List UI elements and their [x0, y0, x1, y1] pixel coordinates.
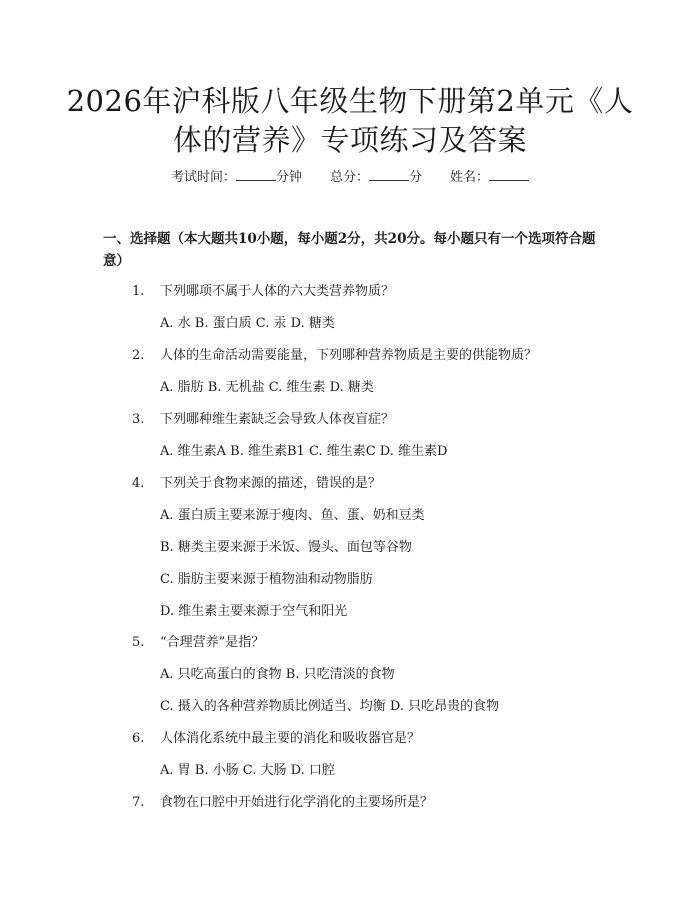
question-number: 5. — [132, 635, 145, 650]
section-heading: 一、选择题（本大题共10小题，每小题2分，共20分。每小题只有一个选项符合题意） — [103, 231, 596, 269]
question-number: 6. — [132, 731, 145, 746]
question-1-options: A. 水 B. 蛋白质 C. 汞 D. 糖类 — [160, 316, 335, 331]
question-number: 2. — [132, 348, 145, 363]
name-label: 姓名： — [450, 170, 490, 185]
question-text: 下列哪种维生素缺乏会导致人体夜盲症？ — [160, 412, 395, 427]
question-4-option-c: C. 脂肪主要来源于植物油和动物脂肪 — [160, 572, 373, 587]
question-text: 人体的生命活动需要能量，下列哪种营养物质是主要的供能物质？ — [160, 348, 538, 363]
question-4-option-a: A. 蛋白质主要来源于瘦肉、鱼、蛋、奶和豆类 — [160, 508, 425, 523]
exam-info-line — [0, 168, 700, 188]
question-text: 食物在口腔中开始进行化学消化的主要场所是？ — [160, 795, 434, 810]
question-text: 下列关于食物来源的描述，错误的是？ — [160, 476, 382, 491]
question-number: 1. — [132, 284, 145, 299]
time-label: 考试时间： — [170, 170, 236, 185]
question-text: 人体消化系统中最主要的消化和吸收器官是？ — [160, 731, 421, 746]
time-unit: 分钟 — [275, 170, 302, 185]
document-title: 2026年沪科版八年级生物下册第2单元《人体的营养》专项练习及答案 — [66, 84, 634, 157]
question-text: 下列哪项不属于人体的六大类营养物质？ — [160, 284, 395, 299]
question-3-options: A. 维生素A B. 维生素B1 C. 维生素C D. 维生素D — [160, 444, 448, 459]
question-5-options-ab: A. 只吃高蛋白的食物 B. 只吃清淡的食物 — [160, 667, 395, 682]
question-4-option-b: B. 糖类主要来源于米饭、馒头、面包等谷物 — [160, 540, 412, 555]
question-4-option-d: D. 维生素主要来源于空气和阳光 — [160, 604, 348, 619]
question-number: 4. — [132, 476, 145, 491]
question-6-options: A. 胃 B. 小肠 C. 大肠 D. 口腔 — [160, 763, 335, 778]
score-label: 总分： — [329, 170, 369, 185]
question-number: 7. — [132, 795, 145, 810]
score-unit: 分 — [409, 170, 423, 185]
question-2-options: A. 脂肪 B. 无机盐 C. 维生素 D. 糖类 — [160, 380, 374, 395]
question-5-options-cd: C. 摄入的各种营养物质比例适当、均衡 D. 只吃昂贵的食物 — [160, 699, 500, 714]
question-number: 3. — [132, 412, 145, 427]
score-blank — [369, 168, 409, 181]
time-blank — [236, 168, 276, 181]
question-text: “合理营养”是指？ — [160, 635, 265, 650]
name-blank — [489, 168, 529, 181]
